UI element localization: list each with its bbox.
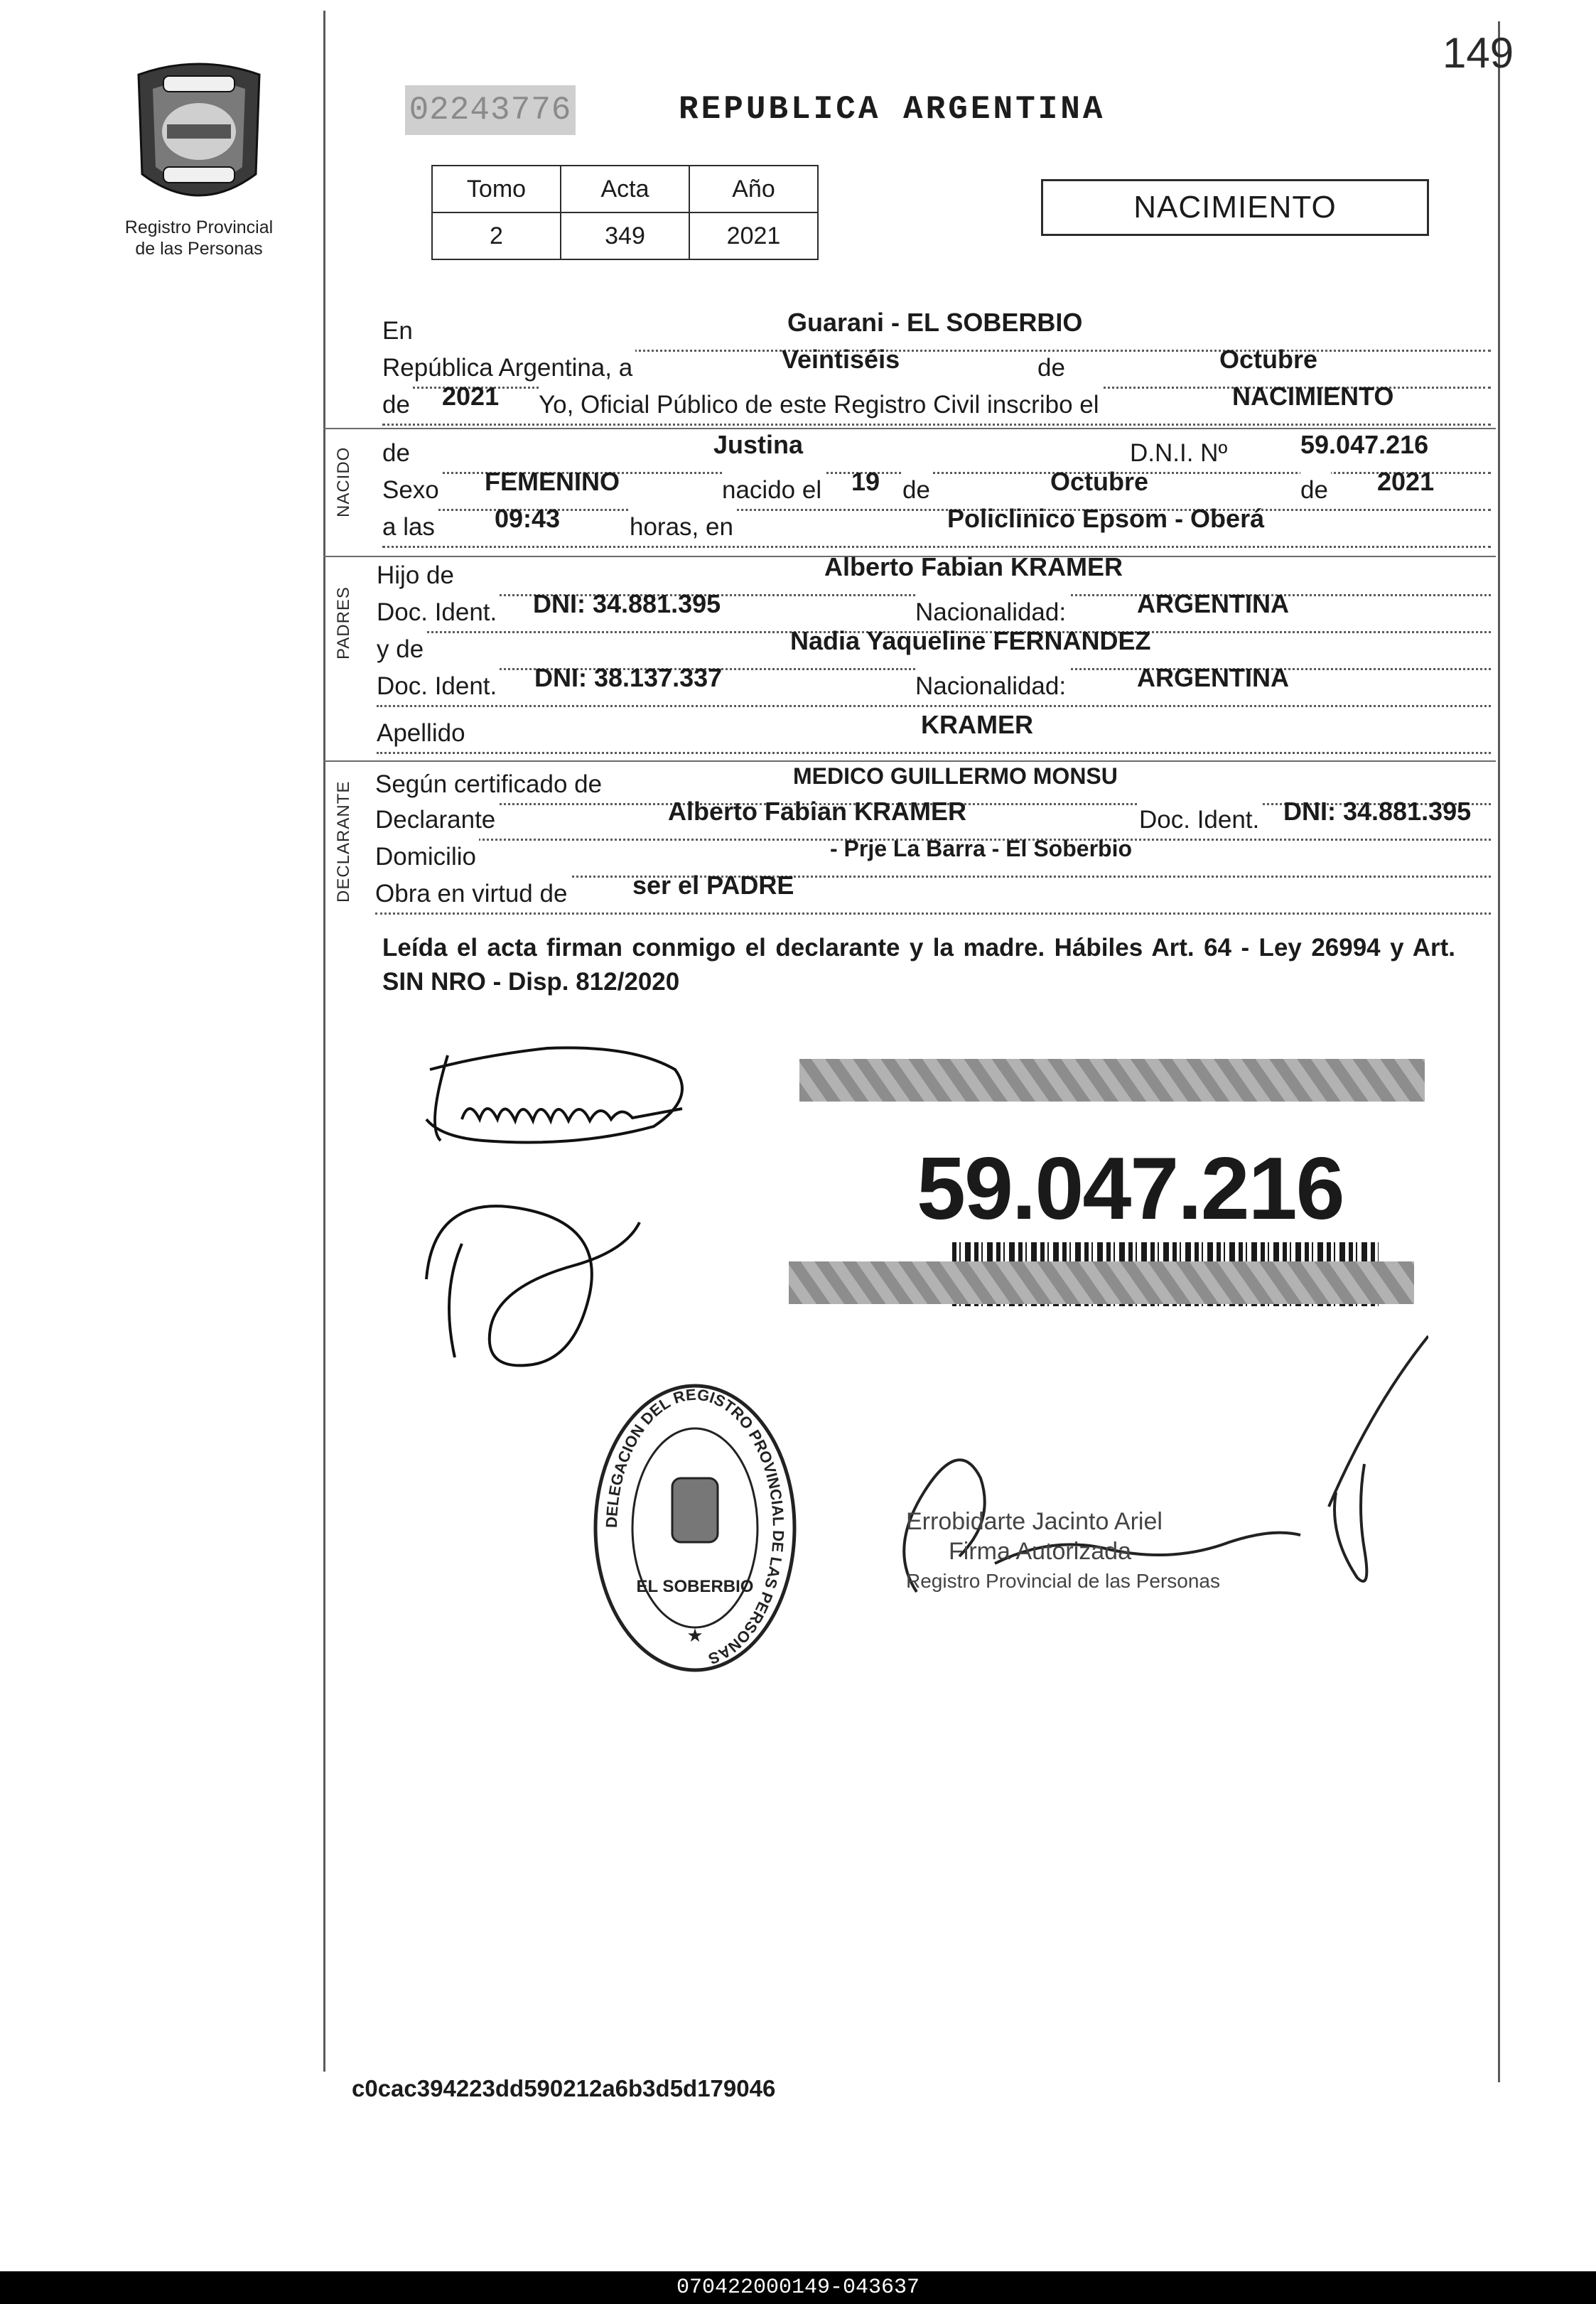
svg-text:EL SOBERBIO: EL SOBERBIO — [636, 1577, 754, 1596]
record-table — [431, 165, 819, 260]
document-hash: c0cac394223dd590212a6b3d5d179046 — [352, 2075, 776, 2101]
label-a-las: a las — [382, 509, 438, 546]
id-label-band — [789, 1261, 1414, 1304]
header-tomo: Tomo — [432, 166, 561, 212]
record-type-box: NACIMIENTO — [1041, 179, 1429, 236]
label-nacido-el: nacido el — [722, 472, 824, 509]
label-domicilio: Domicilio — [375, 839, 479, 876]
label-hijo-de: Hijo de — [377, 557, 457, 594]
svg-text:DELEGACION DEL REGISTRO PROVIN: DELEGACION DEL REGISTRO PROVINCIAL DE LAS PERSONAS — [602, 1385, 788, 1668]
declarant-signature — [398, 1041, 725, 1162]
value-nac-mes: Octubre — [1050, 467, 1149, 496]
id-label-number: 59.047.216 — [917, 1140, 1344, 1238]
registry-name: Registro Provincial de las Personas — [124, 217, 274, 259]
label-sexo: Sexo — [382, 472, 442, 509]
label-apellido: Apellido — [377, 715, 468, 752]
section-label-nacido: NACIDO — [334, 446, 353, 517]
label-oficial: Yo, Oficial Público de este Registro Civil inscribo el — [539, 387, 1102, 424]
value-madre: Nadia Yaqueline FERNANDEZ — [790, 626, 1151, 655]
mother-signature — [412, 1180, 647, 1386]
registry-stamp — [588, 1379, 802, 1677]
label-de-nac-mes: de — [902, 472, 933, 509]
label-horas-en: horas, en — [630, 509, 736, 546]
value-domicilio: - Prje La Barra - El Soberbio — [830, 836, 1132, 861]
value-apellido: KRAMER — [921, 710, 1033, 739]
value-nac-dia: 19 — [851, 467, 880, 496]
row-apellido — [377, 710, 1491, 754]
value-padre-doc: DNI: 34.881.395 — [533, 589, 721, 618]
value-nac-anio: 2021 — [1377, 467, 1435, 496]
value-sexo: FEMENINO — [485, 467, 620, 496]
value-inscribe: NACIMIENTO — [1232, 382, 1394, 411]
label-y-de: y de — [377, 631, 426, 668]
record-table-values — [432, 212, 818, 259]
value-padre-nacionalidad: ARGENTINA — [1137, 589, 1289, 618]
value-mes: Octubre — [1219, 345, 1318, 374]
svg-text:★: ★ — [686, 1625, 703, 1647]
row-hora — [382, 504, 1491, 548]
label-doc-madre: Doc. Ident. — [377, 668, 500, 705]
value-acta: 349 — [561, 212, 689, 259]
signer-name: Errobidarte Jacinto Ariel — [906, 1508, 1163, 1535]
section-label-padres: PADRES — [334, 586, 353, 660]
record-table-header — [432, 166, 818, 212]
label-doc-padre: Doc. Ident. — [377, 594, 500, 631]
document-title: REPUBLICA ARGENTINA — [679, 91, 1106, 128]
label-obra: Obra en virtud de — [375, 876, 570, 913]
label-nacionalidad-madre: Nacionalidad: — [915, 668, 1069, 705]
label-dni: D.N.I. Nº — [1130, 435, 1230, 472]
value-madre-nacionalidad: ARGENTINA — [1137, 663, 1289, 692]
value-hora: 09:43 — [495, 504, 561, 533]
value-anio: 2021 — [689, 212, 818, 259]
row-obra — [375, 871, 1491, 915]
value-padre: Alberto Fabian KRAMER — [824, 552, 1123, 581]
label-certificado: Según certificado de — [375, 766, 605, 803]
page-number: 149 — [1443, 29, 1514, 77]
header-acta: Acta — [561, 166, 689, 212]
section-label-declarante: DECLARANTE — [334, 780, 353, 903]
value-nombre: Justina — [713, 430, 804, 459]
row-en — [382, 308, 1491, 352]
bottom-code-bar: 070422000149-043637 — [0, 2271, 1596, 2304]
value-dni: 59.047.216 — [1300, 430, 1429, 459]
province-seal-logo — [124, 60, 274, 210]
signer-role: Firma Autorizada — [949, 1538, 1131, 1565]
left-margin-line — [323, 11, 325, 2072]
value-madre-doc: DNI: 38.137.337 — [534, 663, 723, 692]
value-tomo: 2 — [432, 212, 561, 259]
signer-org: Registro Provincial de las Personas — [906, 1570, 1220, 1592]
header-anio: Año — [689, 166, 818, 212]
value-certificado: MEDICO GUILLERMO MONSU — [793, 763, 1118, 789]
official-signer-block — [906, 1507, 1220, 1596]
label-doc-declarante: Doc. Ident. — [1139, 802, 1262, 839]
closing-statement: Leída el acta firman conmigo el declarante y la madre. Hábiles Art. 64 - Ley 26994 y Art. SIN NRO - Disp. 812/2020 — [382, 934, 1455, 996]
label-republica: República Argentina, a — [382, 350, 635, 387]
value-anio-registro: 2021 — [442, 382, 500, 411]
value-declarante: Alberto Fabian KRAMER — [668, 797, 967, 826]
value-lugar-registro: Guarani - EL SOBERBIO — [787, 308, 1083, 337]
label-de-nombre: de — [382, 435, 413, 472]
value-lugar-nacimiento: Policlinico Epsom - Oberá — [947, 504, 1265, 533]
serial-number: 02243776 — [405, 85, 576, 135]
label-de-nac-anio: de — [1300, 472, 1331, 509]
label-declarante: Declarante — [375, 802, 498, 839]
id-label-band — [799, 1059, 1425, 1102]
label-de: de — [1037, 354, 1065, 382]
row-madre-doc — [377, 663, 1491, 707]
right-margin-line — [1498, 21, 1500, 2082]
label-en: En — [382, 313, 416, 350]
label-de-anio: de — [382, 387, 413, 424]
row-domicilio — [375, 836, 1491, 878]
value-declarante-doc: DNI: 34.881.395 — [1283, 797, 1472, 826]
value-dia: Veintiséis — [782, 345, 900, 374]
value-obra: ser el PADRE — [632, 871, 794, 900]
row-oficial — [382, 382, 1491, 426]
label-nacionalidad-padre: Nacionalidad: — [915, 594, 1069, 631]
